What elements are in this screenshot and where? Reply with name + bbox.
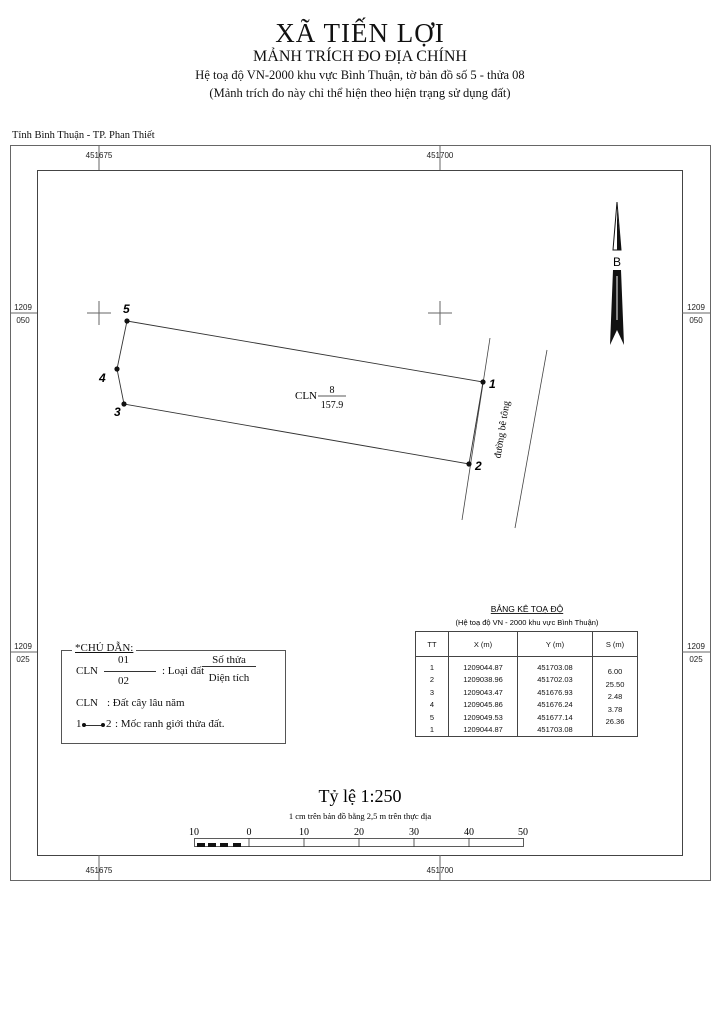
- distance-value: 26.36: [605, 717, 625, 726]
- grid-y-label: 050: [16, 316, 30, 325]
- marker-dot-icon: [82, 723, 86, 727]
- marker-dot-icon: [101, 723, 105, 727]
- point-label: 1: [489, 377, 496, 391]
- distance-value: 25.50: [605, 679, 625, 689]
- grid-y-label: 050: [689, 316, 703, 325]
- cell-y: 451676.93: [518, 686, 593, 699]
- grid-y-label: 025: [689, 655, 703, 664]
- grid-x-label: 451700: [426, 866, 454, 875]
- col-header: S (m): [593, 632, 638, 657]
- coordinate-system-line: Hệ toạ độ VN-2000 khu vực Bình Thuận, tờ bản đồ số 5 - thửa 08: [195, 68, 525, 82]
- coord-table-title: BẢNG KÊ TOẠ ĐỘ: [490, 604, 564, 614]
- coord-table-subtitle: (Hệ toạ độ VN - 2000 khu vực Bình Thuận): [455, 618, 599, 627]
- scale-bar: [195, 838, 524, 847]
- point-label: 5: [123, 302, 130, 316]
- col-header: X (m): [449, 632, 518, 657]
- scale-tick: 50: [518, 827, 528, 838]
- cell-tt: 4: [416, 699, 449, 712]
- parcel-type: CLN: [295, 390, 317, 402]
- province-label: Tỉnh Bình Thuận - TP. Phan Thiết: [12, 130, 155, 141]
- cell-x: 1209044.87: [449, 657, 518, 674]
- cell-y: 451703.08: [518, 724, 593, 737]
- grid-y-label: 1209: [14, 303, 32, 312]
- legend-land-type: : Loại đất: [162, 665, 205, 677]
- legend-area: Diện tích: [208, 672, 250, 684]
- grid-y-label: 025: [16, 655, 30, 664]
- cell-tt: 3: [416, 686, 449, 699]
- grid-x-label: 451700: [426, 151, 454, 160]
- grid-ticks: [10, 145, 710, 880]
- cell-tt: 1: [416, 657, 449, 674]
- cell-tt: 2: [416, 674, 449, 687]
- legend-parcel-number: Số thửa: [202, 654, 256, 667]
- legend-cln: CLN: [76, 665, 98, 677]
- legend-marker-1: 1: [76, 718, 82, 730]
- grid-x-label: 451675: [85, 866, 113, 875]
- scale-tick: 10: [299, 827, 309, 838]
- outer-frame: [11, 146, 711, 881]
- legend-cln-desc: : Đất cây lâu năm: [107, 697, 185, 709]
- distance-value: 2.48: [607, 692, 623, 701]
- document-subtitle: MẢNH TRÍCH ĐO ĐỊA CHÍNH: [253, 48, 467, 65]
- scale-tick: 30: [409, 827, 419, 838]
- cell-tt: 1: [416, 724, 449, 737]
- inner-frame: [38, 171, 683, 856]
- grid-y-label: 1209: [687, 303, 705, 312]
- grid-y-label: 1209: [14, 642, 32, 651]
- cell-x: 1209043.47: [449, 686, 518, 699]
- distance-cell: [593, 657, 638, 737]
- scale-tick: 40: [464, 827, 474, 838]
- scale-description: 1 cm trên bản đồ bằng 2,5 m trên thực địa: [288, 811, 432, 821]
- cell-y: 451676.24: [518, 699, 593, 712]
- scale-title: Tỷ lệ 1:250: [318, 786, 402, 806]
- legend-cln-code: CLN: [76, 697, 98, 709]
- point-label: 4: [99, 371, 106, 385]
- legend-marker-2: 2: [106, 718, 112, 730]
- scale-tick: 0: [246, 827, 252, 838]
- cell-y: 451677.14: [518, 711, 593, 724]
- cell-x: 1209038.96: [449, 674, 518, 687]
- legend-fraction-line: [104, 671, 156, 672]
- legend-marker-desc: : Mốc ranh giới thửa đất.: [115, 718, 225, 730]
- scale-tick: 10: [189, 827, 199, 838]
- north-arrow-icon: [610, 202, 624, 345]
- point-label: 3: [114, 405, 121, 419]
- cell-tt: 5: [416, 711, 449, 724]
- table-row: [416, 657, 638, 674]
- cell-x: 1209049.53: [449, 711, 518, 724]
- distance-value: 3.78: [607, 704, 623, 714]
- col-header: Y (m): [518, 632, 593, 657]
- marker-line-icon: [83, 725, 103, 726]
- coordinate-table: [415, 631, 638, 737]
- grid-y-label: 1209: [687, 642, 705, 651]
- col-header: TT: [416, 632, 449, 657]
- document-note: (Mảnh trích đo này chỉ thể hiện theo hiện trạng sử dụng đất): [209, 86, 511, 100]
- cell-x: 1209044.87: [449, 724, 518, 737]
- point-label: 2: [475, 459, 482, 473]
- parcel-area: 157.9: [320, 400, 344, 411]
- scale-tick: 20: [354, 827, 364, 838]
- north-label: B: [612, 255, 622, 269]
- road-label: đường bê tông: [492, 400, 513, 460]
- distance-value: 6.00: [607, 667, 623, 676]
- cell-y: 451703.08: [518, 657, 593, 674]
- commune-title: XÃ TIẾN LỢI: [275, 18, 445, 48]
- grid-x-label: 451675: [85, 151, 113, 160]
- legend-box: [61, 642, 286, 744]
- parcel-number: 8: [329, 385, 335, 396]
- legend-num-top: 01: [118, 654, 129, 666]
- legend-title: *CHỦ DẪN:: [72, 642, 136, 654]
- cell-y: 451702.03: [518, 674, 593, 687]
- cell-x: 1209045.86: [449, 699, 518, 712]
- legend-num-bottom: 02: [118, 675, 129, 687]
